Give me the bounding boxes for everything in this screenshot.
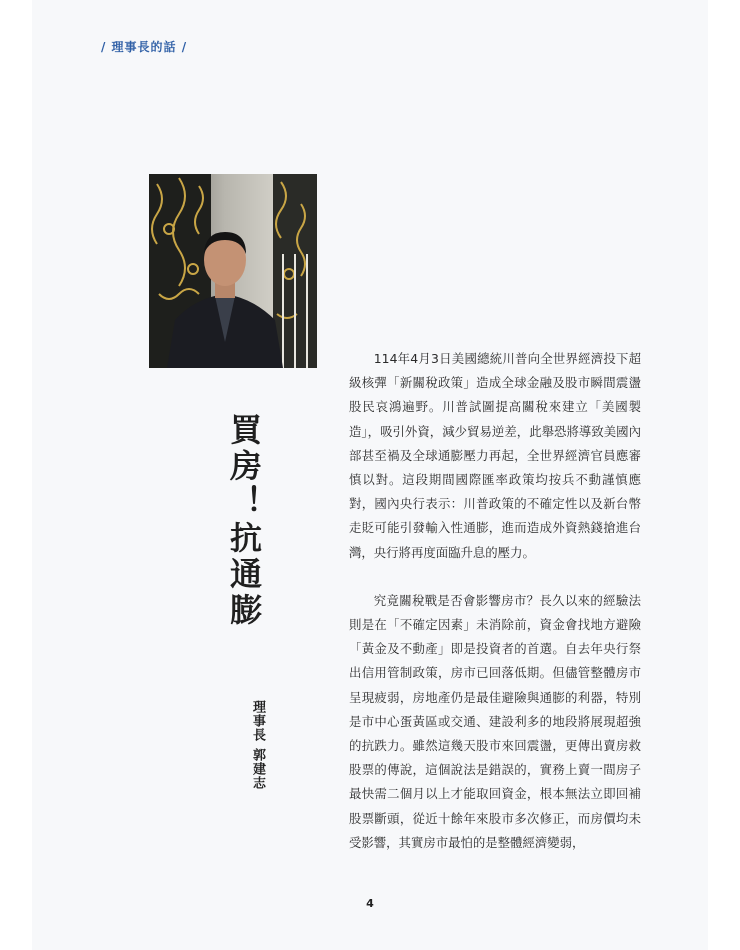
article-paragraph: 114年4月3日美國總統川普向全世界經濟投下超級核彈「新關稅政策」造成全球金融及股市瞬間震盪股民哀鴻遍野。川普試圖提高關稅來建立「美國製造」，吸引外資，減少貿易逆差，此舉恐將導致美國內部甚至禍及全球通膨壓力再起，全世界經濟官員應審慎以對。這段期間國際匯率政策均按兵不動謹慎應對，國內央行表示：川普政策的不確定性以及新台幣走貶可能引發輸入性通膨，進而造成外資熱錢搶進台灣，央行將再度面臨升息的壓力。 (349, 351, 641, 560)
article-body (349, 347, 641, 879)
chairman-portrait-photo (149, 174, 317, 368)
page-number: 4 (366, 897, 374, 910)
author-role: 理事長 (250, 700, 265, 742)
article-title: 買房！抗通膨 (225, 413, 263, 629)
article-paragraph: 究竟關稅戰是否會影響房市？長久以來的經驗法則是在「不確定因素」未消除前，資金會找地方避險「黃金及不動產」即是投資者的首選。自去年央行祭出信用管制政策，房市已回落低期。但儘管整體房市呈現疲弱，房地產仍是最佳避險與通膨的利器，特別是市中心蛋黃區或交通、建設利多的地段將展現超強的抗跌力。雖然這幾天股市來回震盪，更傳出賣房救股票的傳說，這個說法是錯誤的，實務上賣一間房子最快需二個月以上才能取回資金，根本無法立即回補股票斷頭，從近十餘年來股市多次修正，而房價均未受影響，其實房市最怕的是整體經濟變弱， (349, 592, 641, 850)
portrait-illustration (149, 174, 317, 368)
author-name: 郭建志 (250, 748, 265, 790)
section-tag: / 理事長的話 / (101, 40, 188, 54)
author-byline (227, 700, 267, 790)
